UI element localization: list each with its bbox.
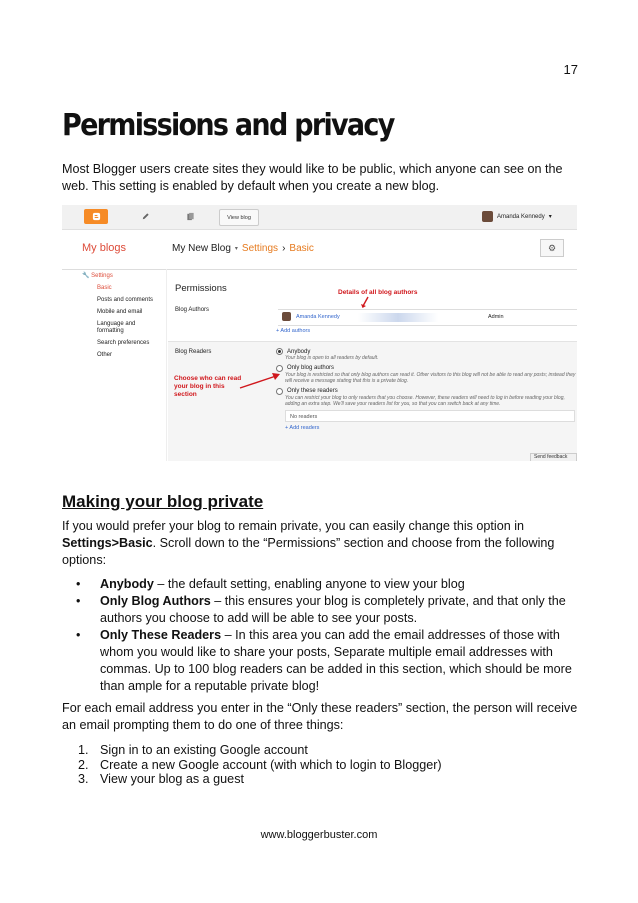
settings-header <box>62 231 577 270</box>
sidebar-item-other[interactable]: Other <box>97 352 113 358</box>
option-text: – this ensures your blog is completely private, and that only the authors you choose to add will be able to see your posts. <box>100 594 566 625</box>
step-number: 3. <box>78 772 89 786</box>
new-post-pencil-icon[interactable] <box>135 209 155 224</box>
my-blogs-link[interactable]: My blogs <box>82 242 127 254</box>
blogger-settings-screenshot <box>62 205 577 461</box>
gear-icon[interactable]: ⚙ <box>540 239 564 257</box>
annotation-arrow <box>360 296 370 309</box>
list-item <box>62 576 582 593</box>
list-item <box>62 772 582 787</box>
radio-button[interactable] <box>276 365 283 372</box>
option-label: Only these readers <box>287 388 338 394</box>
blog-authors-label: Blog Authors <box>175 307 210 313</box>
footer-url: www.bloggerbuster.com <box>260 829 378 841</box>
page-title: Permissions and privacy <box>62 108 394 143</box>
breadcrumb-basic[interactable]: Basic <box>289 243 314 254</box>
view-blog-button[interactable]: View blog <box>219 209 259 226</box>
sidebar-item-basic[interactable]: Basic <box>97 285 112 291</box>
intro-paragraph: Most Blogger users create sites they would like to be public, which anyone can see on the web. This setting is enabled by default when you create a new blog. <box>62 162 563 193</box>
blogger-toolbar <box>62 205 577 230</box>
text: If you would prefer your blog to remain private, you can easily change this option in <box>62 519 525 533</box>
permissions-heading: Permissions <box>175 283 227 294</box>
sidebar-item-mobile-email[interactable]: Mobile and email <box>97 309 143 315</box>
option-description: Your blog is open to all readers by default. <box>285 355 379 361</box>
radio-button[interactable] <box>276 388 283 395</box>
option-label: Anybody <box>287 348 311 355</box>
blog-readers-section <box>168 341 577 461</box>
settings-path: Settings>Basic <box>62 536 153 550</box>
pages-icon[interactable] <box>180 209 200 224</box>
list-item <box>62 743 582 758</box>
add-readers-link[interactable]: + Add readers <box>285 424 320 431</box>
step-text: Create a new Google account (with which to login to Blogger) <box>100 757 442 772</box>
option-description: Your blog is restricted so that only blog authors can read it. Other visitors to this blog will not be able to read any posts; instead they will receive a message stating that this is a private blog. <box>285 371 576 384</box>
author-role: Admin <box>488 314 504 320</box>
permissions-panel <box>168 269 577 461</box>
blog-readers-label: Blog Readers <box>175 349 212 355</box>
choose-annotation: Choose who can read your blog in this section <box>174 375 242 398</box>
option-name: Only These Readers <box>100 628 222 642</box>
step-number: 1. <box>78 743 89 757</box>
reader-options <box>276 348 576 434</box>
settings-sidebar <box>82 273 162 364</box>
account-menu[interactable] <box>482 211 552 222</box>
option-only-these-readers[interactable] <box>276 388 576 431</box>
list-item <box>62 593 582 627</box>
blurred-email <box>358 313 438 322</box>
email-paragraph: For each email address you enter in the “Only these readers” section, the person will receive an email prompting them to do one of three things: <box>62 701 578 732</box>
sidebar-item-settings[interactable] <box>82 273 162 280</box>
step-number: 2. <box>78 757 89 772</box>
text: . Scroll down to the “Permissions” section and choose from the following options: <box>62 536 555 567</box>
step-text: View your blog as a guest <box>100 772 244 786</box>
steps-list <box>62 743 582 787</box>
account-name: Amanda Kennedy <box>497 213 545 220</box>
chevron-right-icon: › <box>282 243 286 254</box>
sidebar-item-search-preferences[interactable]: Search preferences <box>97 340 150 346</box>
sidebar-item-posts-comments[interactable]: Posts and comments <box>97 297 154 303</box>
step-text: Sign in to an existing Google account <box>100 743 308 757</box>
wrench-icon: 🔧 <box>82 273 90 279</box>
option-name: Anybody <box>100 577 154 591</box>
option-anybody[interactable] <box>276 348 576 362</box>
breadcrumb-blog[interactable]: My New Blog <box>172 243 231 254</box>
avatar <box>482 211 493 222</box>
section-title: Making your blog private <box>62 492 264 511</box>
author-row[interactable] <box>278 309 577 326</box>
option-only-blog-authors[interactable] <box>276 365 576 385</box>
option-text: – the default setting, enabling anyone to view your blog <box>153 577 465 591</box>
dropdown-icon: ▾ <box>234 246 238 252</box>
breadcrumb-settings[interactable]: Settings <box>241 243 279 254</box>
add-authors-link[interactable]: + Add authors <box>276 328 311 334</box>
option-label: Only blog authors <box>287 365 335 371</box>
page-number: 17 <box>563 62 578 77</box>
breadcrumb <box>172 243 314 254</box>
readers-list: No readers <box>285 410 575 422</box>
sidebar-item-language-formatting[interactable]: Language and formatting <box>97 321 136 334</box>
settings-paragraph <box>62 518 582 569</box>
chevron-down-icon: ▾ <box>548 214 552 220</box>
author-name[interactable]: Amanda Kennedy <box>296 314 340 320</box>
list-item <box>62 758 582 773</box>
details-annotation: Details of all blog authors <box>338 289 418 296</box>
blogger-logo-icon[interactable] <box>84 209 108 224</box>
option-description: You can restrict your blog to only readers that you choose. However, these readers will need to log in before reading your blog, adding an extra step. We'll save your readers list for you, so that you can switch back at any time. <box>285 394 565 407</box>
avatar <box>282 312 291 321</box>
options-list <box>62 576 582 695</box>
option-text: – In this area you can add the email addresses of those with whom you would like to share your posts, Separate multiple email addresses with commas. Up to 100 blog readers can be added in this section, which should be more than ample for a reputable private blog! <box>100 628 572 693</box>
list-item <box>62 627 582 695</box>
sidebar-item-label: Settings <box>91 273 113 279</box>
radio-button[interactable] <box>276 348 283 355</box>
option-name: Only Blog Authors <box>100 594 211 608</box>
sidebar-divider <box>166 269 167 461</box>
send-feedback-button[interactable]: Send feedback <box>530 453 577 461</box>
